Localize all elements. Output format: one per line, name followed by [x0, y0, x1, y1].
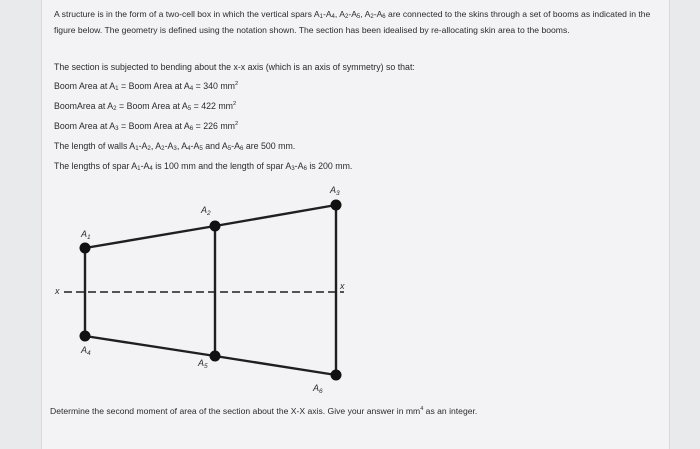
boom-a3	[331, 200, 342, 211]
boom-area-row-2: BoomArea at $A_2$ = Boom Area at $A_5 = 422$ $mm^2$	[54, 101, 237, 112]
boom-a2	[210, 221, 221, 232]
label-x-right: x	[340, 281, 345, 291]
wall-lengths-statement: The length of walls $A_1-A_2$, $A_2-A_3$, $A_4-A_5$ and $A_5-A_6$ are 500 mm.	[54, 141, 296, 152]
boom-area-row-3: Boom Area at $A_3$ = Boom Area at $A_6 = 226$ $mm^2$	[54, 121, 239, 132]
wall-a1-a2	[85, 226, 215, 248]
bending-statement: The section is subjected to bending about the x-x axis (which is an axis of symmetry) so that:	[54, 62, 415, 72]
label-a2: $A_2$	[201, 205, 211, 217]
wall-a2-a3	[215, 205, 336, 226]
question-text: Determine the second moment of area of the section about the X-X axis. Give your answer in $mm^4$ as an integer.	[50, 406, 478, 416]
wall-a5-a6	[215, 356, 336, 375]
boom-area-row-1: Boom Area at $A_1$ = Boom Area at $A_4 = 340$ $mm^2$	[54, 81, 239, 92]
label-a1: $A_1$	[81, 229, 91, 241]
boom-a5	[210, 351, 221, 362]
label-a5: $A_5$	[198, 358, 208, 370]
label-a6: $A_6$	[313, 383, 323, 395]
boom-a6	[331, 370, 342, 381]
boom-a1	[80, 243, 91, 254]
wall-a4-a5	[85, 336, 215, 356]
label-a4: $A_4$	[81, 345, 91, 357]
label-a3: $A_3$	[330, 185, 340, 197]
intro-paragraph: A structure is in the form of a two-cell box in which the vertical spars $A_1-A_4$, $A_2-A_5$, $A_2-A_6$ are connected to the skins through a set of booms as indicated in the figure below. The geometry is defined using the notation shown. The section has been idealised by re-allocating skin area to the booms.	[54, 9, 651, 35]
boom-a4	[80, 331, 91, 342]
spar-lengths-statement: The lengths of spar $A_1-A_4$ is 100 mm and the length of spar $A_3-A_6$ is 200 mm.	[54, 161, 353, 172]
label-x-left: x	[55, 286, 60, 296]
